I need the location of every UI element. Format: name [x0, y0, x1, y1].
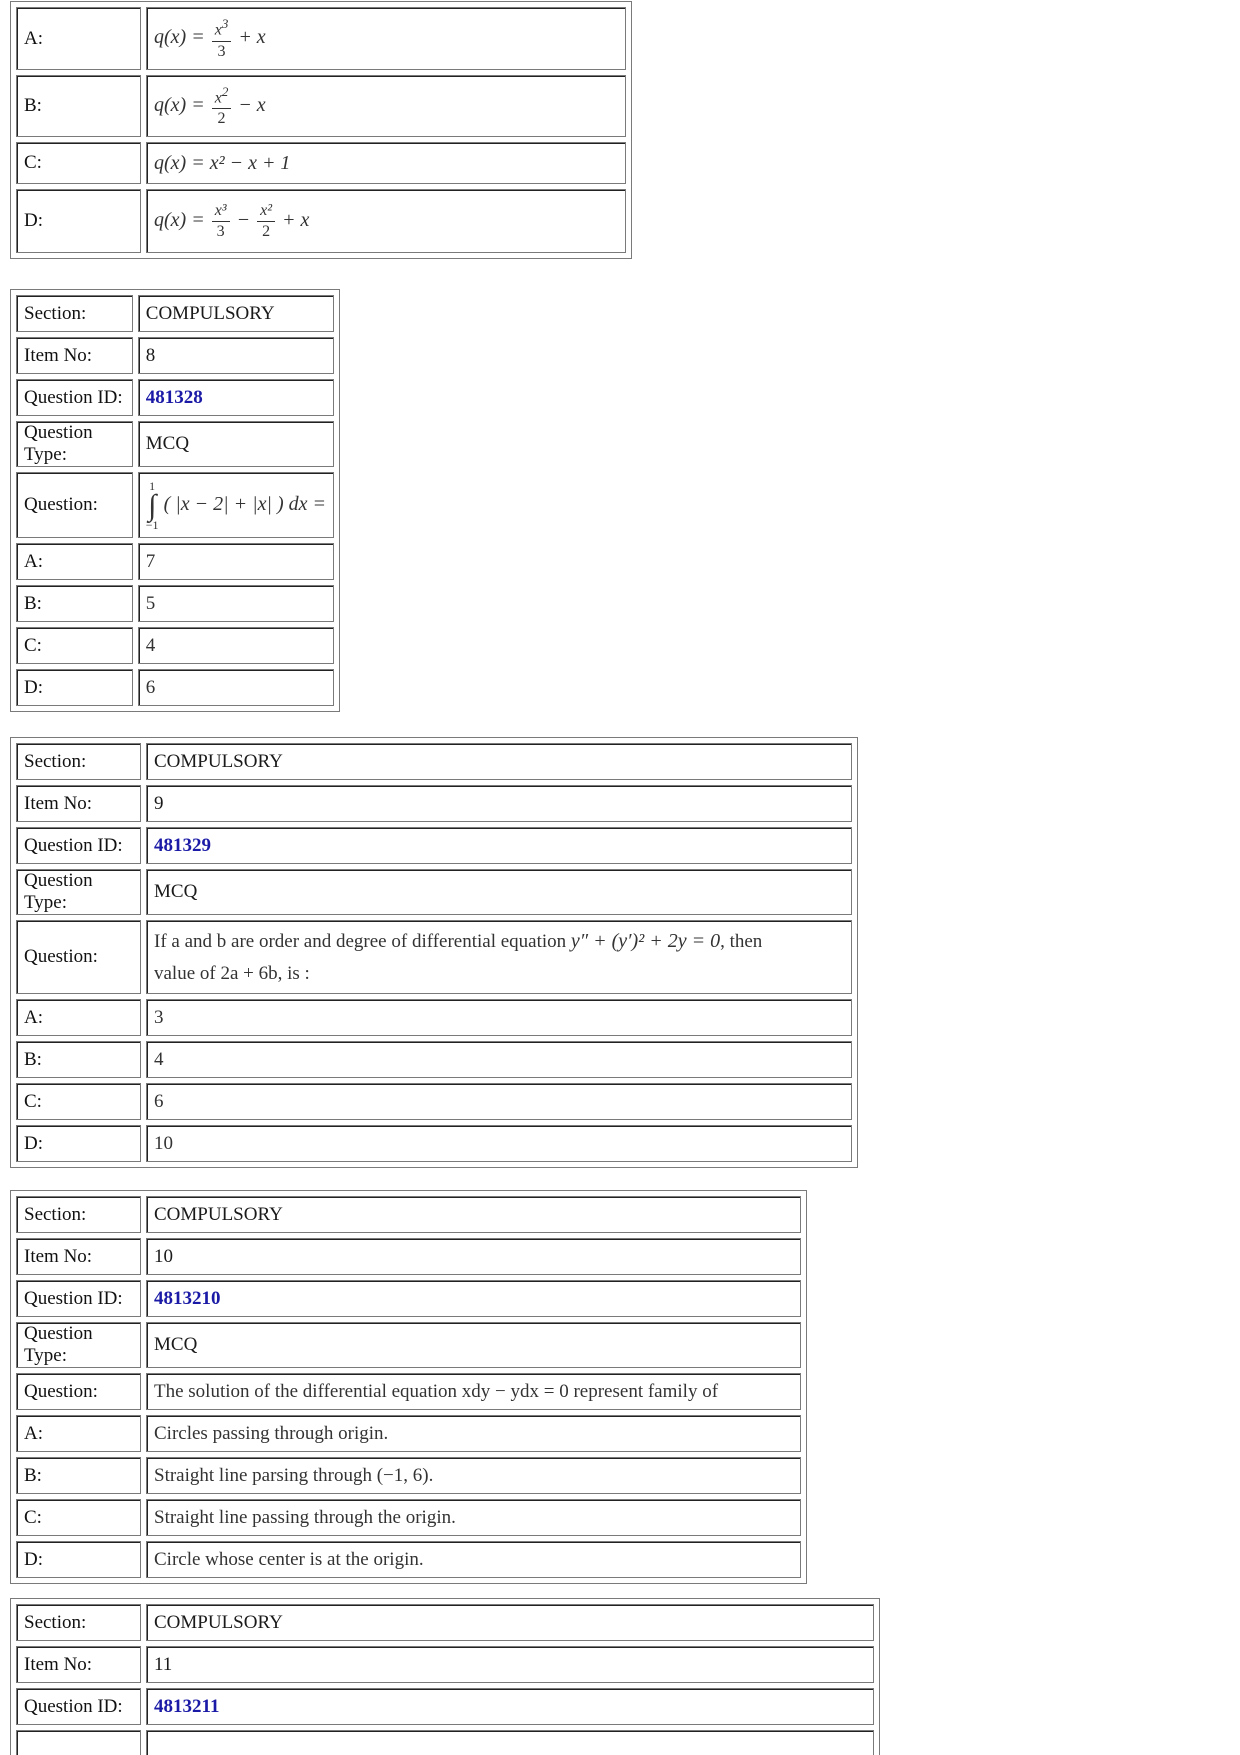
option-d-label: D: [16, 1541, 141, 1578]
option-b-label: B: [16, 585, 133, 622]
question-id-value: 4813210 [146, 1280, 801, 1317]
option-b-value: 5 [138, 585, 334, 622]
question-label: Question: [16, 1373, 141, 1410]
option-c-label: C: [16, 142, 141, 184]
item-no-value: 11 [146, 1646, 874, 1683]
option-d-value: Circle whose center is at the origin. [146, 1541, 801, 1578]
option-a-value: 7 [138, 543, 334, 580]
section-value: COMPULSORY [138, 295, 334, 332]
question-label: Question: [16, 472, 133, 538]
integral-sign: 1 ∫ −1 [145, 478, 159, 532]
question-type-label: Question Type: [16, 421, 133, 467]
item-no-value: 9 [146, 785, 852, 822]
question-id-label: Question ID: [16, 827, 141, 864]
question-type-value: MCQ [146, 1322, 801, 1368]
option-a-value: q(x) = $\frac{x^3}{3}$ + x [146, 7, 626, 70]
option-c-value: 6 [146, 1083, 852, 1120]
option-b-label: B: [16, 1457, 141, 1494]
option-b-value: Straight line parsing through (−1, 6). [146, 1457, 801, 1494]
question-label: Question: [16, 920, 141, 994]
section-label: Section: [16, 1196, 141, 1233]
section-label: Section: [16, 295, 133, 332]
option-c-value: 4 [138, 627, 334, 664]
question-type-value [146, 1730, 874, 1755]
option-b-label: B: [16, 1041, 141, 1078]
item-no-label: Item No: [16, 785, 141, 822]
question-11-clip [0, 1598, 1240, 1755]
question-type-value: MCQ [146, 869, 852, 915]
question-id-label: Question ID: [16, 1688, 141, 1725]
section-value: COMPULSORY [146, 1604, 874, 1641]
item-no-label: Item No: [16, 337, 133, 374]
question-id-label: Question ID: [16, 1280, 141, 1317]
question-8-table [10, 289, 340, 712]
question-id-label: Question ID: [16, 379, 133, 416]
option-c-label: C: [16, 627, 133, 664]
option-d-label: D: [16, 1125, 141, 1162]
option-d-value: 6 [138, 669, 334, 706]
option-d-label: D: [16, 189, 141, 253]
section-value: COMPULSORY [146, 1196, 801, 1233]
question-text: The solution of the differential equation xdy − ydx = 0 represent family of [146, 1373, 801, 1410]
question-9-table [10, 737, 858, 1168]
section-value: COMPULSORY [146, 743, 852, 780]
option-a-label: A: [16, 1415, 141, 1452]
question-11-table [10, 1598, 880, 1755]
option-c-label: C: [16, 1083, 141, 1120]
option-b-label: B: [16, 75, 141, 137]
question-text: 1 ∫ −1 ( |x − 2| + |x| ) dx = [138, 472, 334, 538]
item-no-value: 10 [146, 1238, 801, 1275]
option-a-label: A: [16, 543, 133, 580]
option-d-value: q(x) = $\frac{\text{x³}}{3}$ − $\frac{\text{x²}}{2}$ + x [146, 189, 626, 253]
option-d-label: D: [16, 669, 133, 706]
section-label: Section: [16, 743, 141, 780]
question-type-label [16, 1730, 141, 1755]
item-no-value: 8 [138, 337, 334, 374]
question-id-value: 481328 [138, 379, 334, 416]
item-no-label: Item No: [16, 1238, 141, 1275]
option-c-label: C: [16, 1499, 141, 1536]
option-b-value: q(x) = $\frac{x^2}{2}$ − x [146, 75, 626, 137]
section-label: Section: [16, 1604, 141, 1641]
question-type-value: MCQ [138, 421, 334, 467]
question-10-table [10, 1190, 807, 1584]
question-id-value: 481329 [146, 827, 852, 864]
question-type-label: Question Type: [16, 1322, 141, 1368]
option-b-value: 4 [146, 1041, 852, 1078]
question-text: If a and b are order and degree of differential equation y″ + (y′)² + 2y = 0, then value of 2a + 6b, is : [146, 920, 852, 994]
option-a-value: 3 [146, 999, 852, 1036]
option-a-value: Circles passing through origin. [146, 1415, 801, 1452]
option-c-value: Straight line passing through the origin. [146, 1499, 801, 1536]
option-c-value: q(x) = x² − x + 1 [146, 142, 626, 184]
question-id-value: 4813211 [146, 1688, 874, 1725]
question-type-label: Question Type: [16, 869, 141, 915]
question-7-options-table [10, 1, 632, 259]
option-a-label: A: [16, 999, 141, 1036]
option-a-label: A: [16, 7, 141, 70]
item-no-label: Item No: [16, 1646, 141, 1683]
option-d-value: 10 [146, 1125, 852, 1162]
